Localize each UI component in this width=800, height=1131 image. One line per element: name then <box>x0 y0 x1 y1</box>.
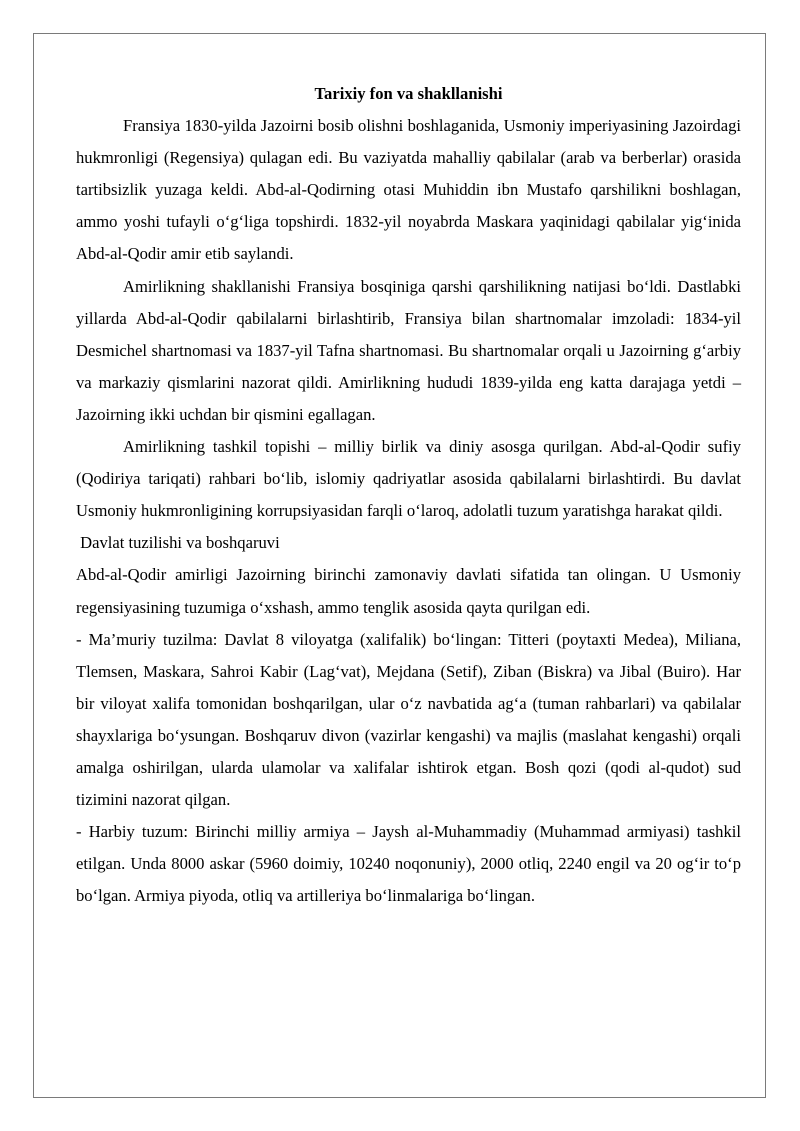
section-subheading: Davlat tuzilishi va boshqaruvi <box>76 533 280 553</box>
paragraph-military-system: - Harbiy tuzum: Birinchi milliy armiya – Jaysh al-Muhammadiy (Muhammad armiyasi) tashkil etilgan. Unda 8000 askar (5960 doimiy, 10240 noqonuniy), 2000 otliq, 2240 engil va 20 og‘ir to‘p bo‘lgan. Armiya piyoda, otliq va artilleriya bo‘linmalariga bo‘lingan. <box>76 822 741 906</box>
document-title: Tarixiy fon va shakllanishi <box>314 84 503 103</box>
paragraph-emirate-formation: Amirlikning shakllanishi Fransiya bosqiniga qarshi qarshilikning natijasi bo‘ldi. Dastlabki yillarda Abd-al-Qodir qabilalarni birlashtirib, Fransiya bilan shartnomalar imzoladi: 1834-yil Desmichel shartnomasi va 1837-yil Tafna shartnomasi. Bu shartnomalar orqali u Jazoirning g‘arbiy va markaziy qismlarini nazorat qildi. Amirlikning hududi 1839-yilda eng katta darajaga yetdi – Jazoirning ikki uchdan bir qismini egallagan. <box>76 276 741 424</box>
paragraph-administrative-structure: - Ma’muriy tuzilma: Davlat 8 viloyatga (xalifalik) bo‘lingan: Titteri (poytaxti Medea), Miliana, Tlemsen, Maskara, Sahroi Kabir (Lag‘vat), Mejdana (Setif), Ziban (Biskra) va Jibal (Buiro). Har bir viloyat xalifa tomonidan boshqarilgan, ular o‘z navbatida ag‘a (tuman rahbarlari) va qabilalar shayxlariga bo‘ysungan. Boshqaruv divon (vazirlar kengashi) va majlis (maslahat kengashi) orqali amalga oshirilgan, ularda ulamolar va xalifalar ishtirok etgan. Bosh qozi (qodi al-qudot) sud tizimini nazorat qilgan. <box>76 629 741 810</box>
paragraph-historical-background: Fransiya 1830-yilda Jazoirni bosib olishni boshlaganida, Usmoniy imperiyasining Jazoirdagi hukmronligi (Regensiya) qulagan edi. Bu vaziyatda mahalliy qabilalar (arab va berberlar) orasida tartibsizlik yuzaga keldi. Abd-al-Qodirning otasi Muhiddin ibn Mustafo qarshilikni boshlagan, ammo yoshi tufayli o‘g‘liga topshirdi. 1832-yil noyabrda Maskara yaqinidagi qabilalar yig‘inida Abd-al-Qodir amir etib saylandi. <box>76 116 741 264</box>
document-content <box>76 78 741 912</box>
paragraph-emirate-foundation: Amirlikning tashkil topishi – milliy birlik va diniy asosga qurilgan. Abd-al-Qodir sufiy (Qodiriya tariqati) rahbari bo‘lib, islomiy qadriyatlar asosida qabilalarni birlashtirdi. Bu davlat Usmoniy hukmronligining korrupsiyasidan farqli o‘laroq, adolatli tuzum yaratishga harakat qildi. <box>76 437 741 521</box>
paragraph-state-intro: Abd-al-Qodir amirligi Jazoirning birinchi zamonaviy davlati sifatida tan olingan. U Usmoniy regensiyasining tuzumiga o‘xshash, ammo tenglik asosida qayta qurilgan edi. <box>76 565 741 617</box>
